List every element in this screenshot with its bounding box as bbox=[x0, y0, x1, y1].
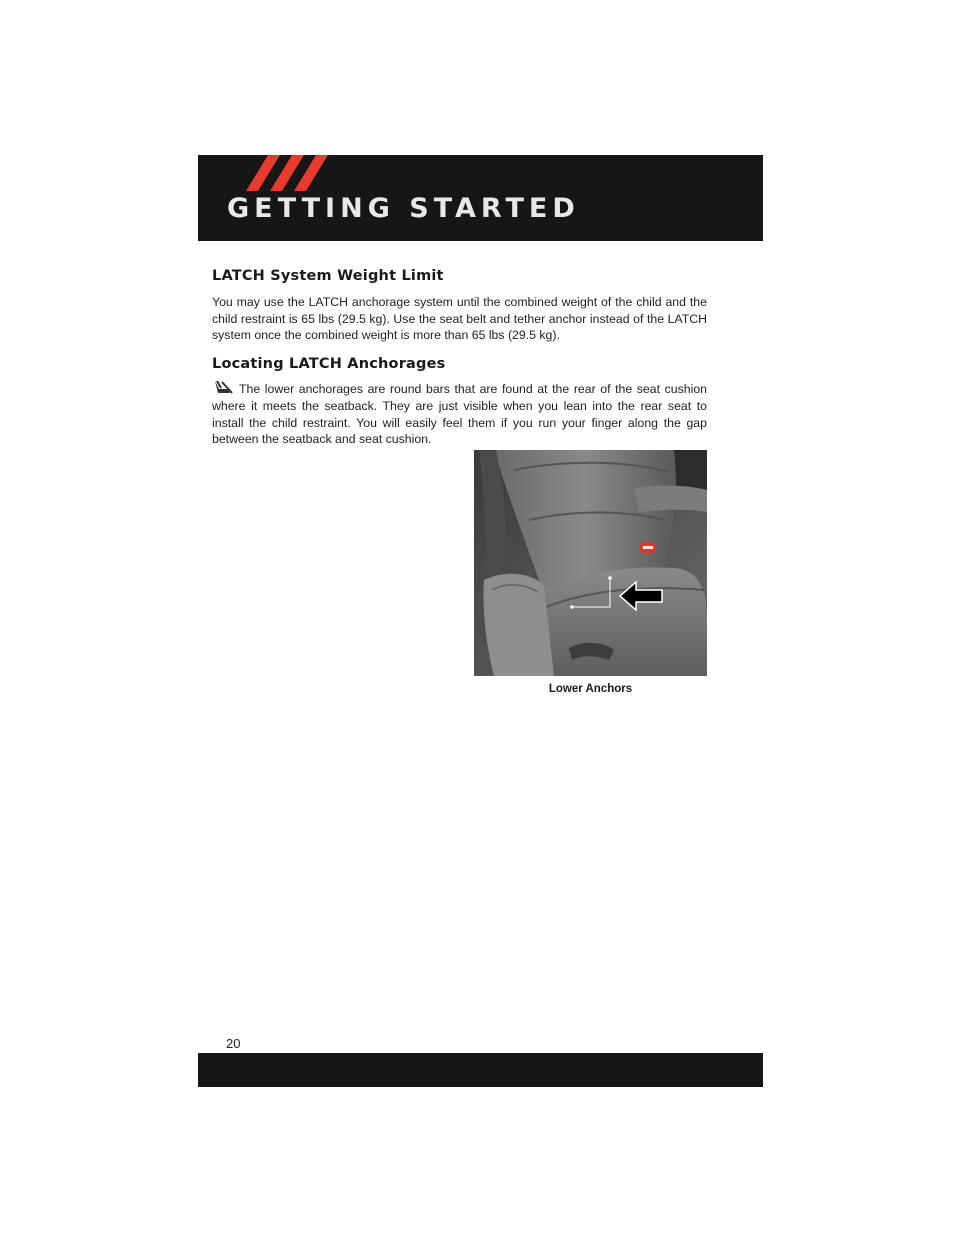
paragraph-locating-latch-text: The lower anchorages are round bars that are found at the rear of the seat cushion where it meets the seatback. They are just visible when you lean into the rear seat to install the child restraint. You will easily feel them if you run your finger along the gap between the seatback and seat cushion. bbox=[212, 382, 707, 447]
main-content bbox=[212, 268, 707, 448]
seat-icon bbox=[212, 380, 234, 396]
seat-photo bbox=[474, 450, 707, 676]
header-band bbox=[198, 155, 763, 241]
figure-caption: Lower Anchors bbox=[548, 683, 633, 695]
section-title: GETTING STARTED bbox=[227, 193, 580, 224]
paragraph-latch-weight-limit: You may use the LATCH anchorage system until the combined weight of the child and the child restraint is 65 lbs (29.5 kg). Use the seat belt and tether anchor instead of the LATCH system once the combined weight is more than 65 lbs (29.5 kg). bbox=[212, 295, 707, 343]
paragraph-locating-latch bbox=[212, 380, 707, 448]
red-stripes-logo bbox=[246, 155, 346, 191]
page-number: 20 bbox=[226, 1036, 241, 1051]
heading-latch-weight-limit: LATCH System Weight Limit bbox=[212, 268, 444, 284]
heading-locating-latch: Locating LATCH Anchorages bbox=[212, 356, 446, 373]
footer-band bbox=[198, 1053, 763, 1087]
